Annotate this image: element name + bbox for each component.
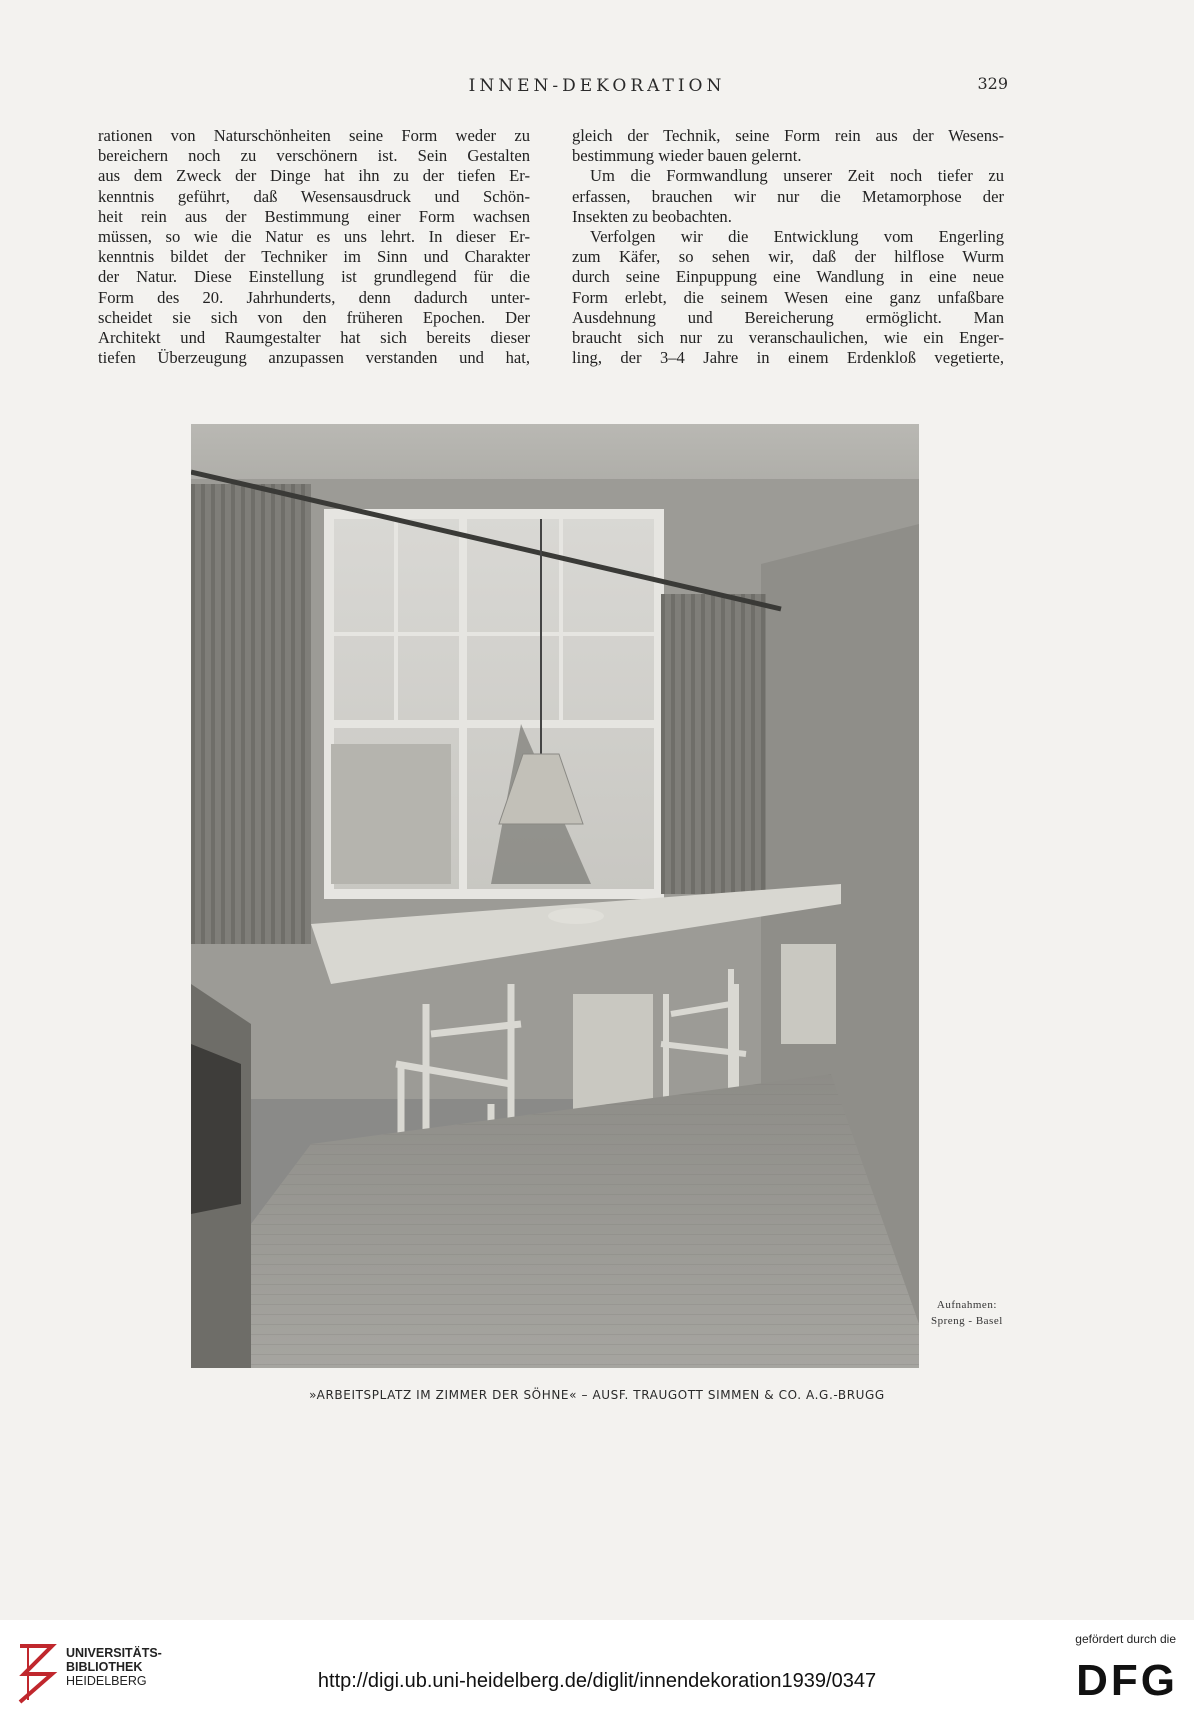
text-line: der Natur. Diese Einstellung ist grundlegend für die [98, 267, 530, 287]
text-line: müssen, so wie die Natur es uns lehrt. In dieser Er- [98, 227, 530, 247]
library-name-line: HEIDELBERG [66, 1674, 147, 1688]
text-line: kenntnis geführt, daß Wesensausdruck und Schön- [98, 186, 530, 206]
text-line: heit rein aus der Bestimmung einer Form wachsen [98, 206, 530, 226]
photo-illustration [191, 424, 919, 1368]
text-line: Form des 20. Jahrhunderts, denn dadurch unter- [98, 287, 530, 307]
right-curtain [661, 594, 766, 894]
text-line: Um die Formwandlung unserer Zeit noch tiefer zu [590, 166, 1004, 186]
credit-line: Spreng - Basel [931, 1315, 1003, 1327]
interior-photograph [191, 424, 919, 1368]
left-text-column [98, 126, 530, 368]
text-line: aus dem Zweck der Dinge hat ihn zu der tiefen Er- [98, 166, 530, 186]
source-url-link[interactable]: http://digi.ub.uni-heidelberg.de/diglit/innendekoration1939/0347 [317, 1670, 877, 1692]
desk-drawers [573, 994, 653, 1114]
text-line: ling, der 3–4 Jahre in einem Erdenkloß vegetierte, [572, 348, 1004, 368]
text-line: tiefen Überzeugung anzupassen verstanden und hat, [98, 348, 530, 368]
left-curtain [191, 484, 311, 944]
text-line: Form erlebt, die seinem Wesen eine ganz unfaßbare [572, 287, 1004, 307]
text-line: Ausdehnung und Bereicherung ermöglicht. Man [572, 307, 1004, 327]
text-line: Architekt und Raumgestalter hat sich bereits dieser [98, 328, 530, 348]
text-line: Verfolgen wir die Entwicklung vom Engerling [590, 227, 1004, 247]
text-line: durch seine Einpuppung eine Wandlung in eine neue [572, 267, 1004, 287]
dfg-logo: DFG [1076, 1656, 1178, 1705]
text-line: braucht sich nur zu veranschaulichen, wie ein Enger- [572, 328, 1004, 348]
page-number: 329 [977, 74, 1008, 93]
text-line: rationen von Naturschönheiten seine Form weder zu [98, 126, 530, 145]
photo-caption: »ARBEITSPLATZ IM ZIMMER DER SÖHNE« – AUSF. TRAUGOTT SIMMEN & CO. A.G.-BRUGG [309, 1388, 885, 1402]
text-line: erfassen, brauchen wir nur die Metamorphose der [572, 186, 1004, 206]
text-line: scheidet sie sich von den früheren Epochen. Der [98, 307, 530, 327]
library-name-line: UNIVERSITÄTS- [66, 1646, 162, 1660]
funding-note: gefördert durch die [1075, 1632, 1176, 1646]
text-line: kenntnis bildet der Techniker im Sinn und Charakter [98, 247, 530, 267]
text-line: bestimmung wieder bauen gelernt. [572, 146, 802, 166]
text-line: Insekten zu beobachten. [572, 206, 732, 226]
right-text-column [572, 126, 1004, 368]
library-name-line: BIBLIOTHEK [66, 1660, 143, 1674]
footer-bar [0, 1620, 1194, 1718]
text-line: gleich der Technik, seine Form rein aus der Wesens- [572, 126, 1004, 145]
running-header: INNEN-DEKORATION [468, 76, 726, 96]
credit-line: Aufnahmen: [936, 1299, 997, 1311]
text-line: zum Käfer, so sehen wir, daß der hilflose Wurm [572, 247, 1004, 267]
text-line: bereichern noch zu verschönern ist. Sein Gestalten [98, 146, 530, 166]
photo-credit [931, 1297, 1003, 1329]
